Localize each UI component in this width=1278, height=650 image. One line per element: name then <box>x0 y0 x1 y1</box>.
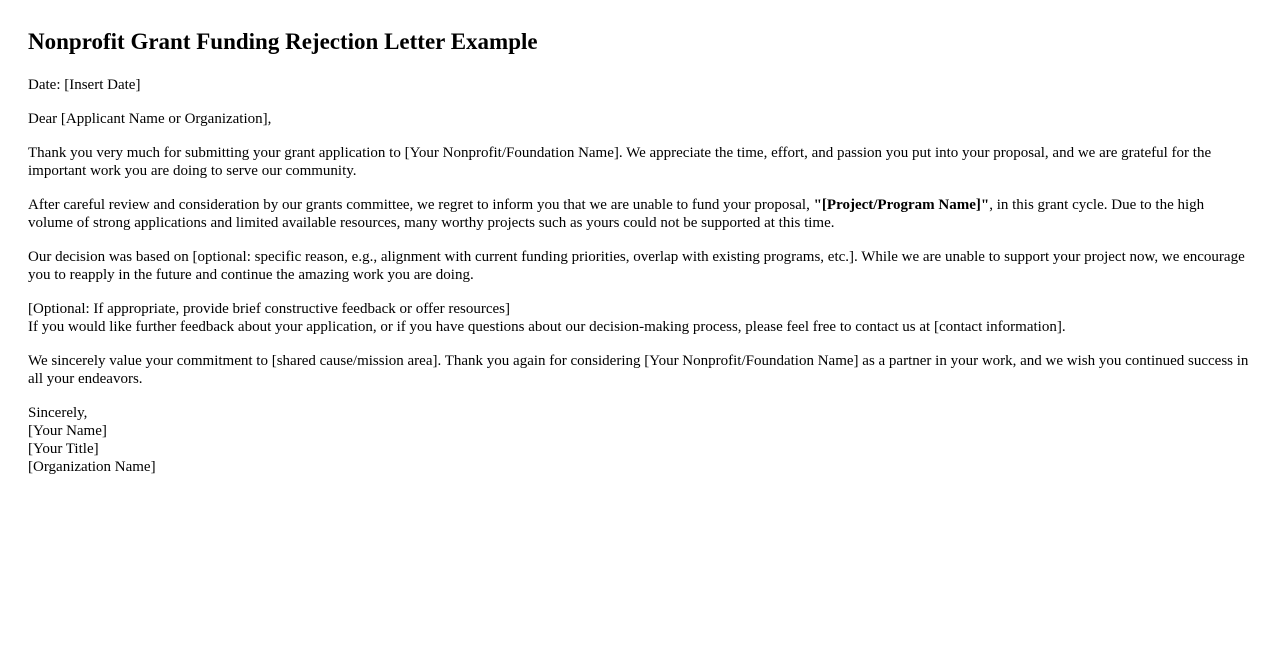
decision-text-after: , in this grant cycle. Due to the high volume of strong applications and limited available resources, many worthy projects such as yours could not be supported at this time. <box>28 197 1205 231</box>
optional-feedback-note: [Optional: If appropriate, provide brief constructive feedback or offer resources] <box>28 301 511 317</box>
paragraph-reason: Our decision was based on [optional: specific reason, e.g., alignment with current funding priorities, overlap with existing programs, etc.]. While we are unable to support your project now, we encourage you to reapply in the future and continue the amazing work you are doing. <box>28 249 1245 283</box>
letter <box>28 28 1252 492</box>
date-line: Date: [Insert Date] <box>28 77 141 93</box>
decision-text-before: After careful review and consideration by our grants committee, we regret to inform you that we are unable to fund your proposal, <box>28 197 814 213</box>
paragraph-thanks: Thank you very much for submitting your grant application to [Your Nonprofit/Foundation Name]. We appreciate the time, effort, and passion you put into your proposal, and we are grateful for the important work you are doing to serve our community. <box>28 145 1212 179</box>
letter-title: Nonprofit Grant Funding Rejection Letter Example <box>28 29 538 54</box>
paragraph-decision <box>28 196 1252 232</box>
paragraph-feedback <box>28 300 1252 336</box>
salutation: Dear [Applicant Name or Organization], <box>28 111 272 127</box>
contact-line: If you would like further feedback about your application, or if you have questions about our decision-making process, please feel free to contact us at [contact information]. <box>28 319 1066 335</box>
signature-name: [Your Name] <box>28 423 107 439</box>
paragraph-closing: We sincerely value your commitment to [shared cause/mission area]. Thank you again for considering [Your Nonprofit/Foundation Name] as a partner in your work, and we wish you continued success in all your endeavors. <box>28 353 1249 387</box>
signature-organization: [Organization Name] <box>28 459 156 475</box>
signature-title: [Your Title] <box>28 441 99 457</box>
signature-closing: Sincerely, <box>28 405 88 421</box>
project-name: "[Project/Program Name]" <box>813 197 990 213</box>
signature-block <box>28 404 1252 476</box>
